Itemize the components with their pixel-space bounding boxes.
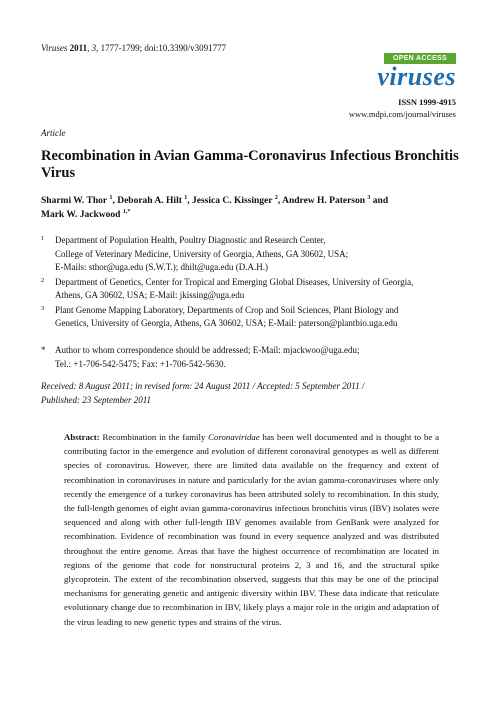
affiliation-item bbox=[41, 276, 461, 303]
author-affil-ref: 1 bbox=[109, 194, 113, 201]
author-name: Deborah A. Hilt bbox=[117, 196, 182, 206]
affiliation-line: College of Veterinary Medicine, University of Georgia, Athens, GA 30602, USA; bbox=[55, 248, 349, 259]
affiliation-line: E-Mails: sthor@uga.edu (S.W.T.); dhilt@uga.edu (D.A.H.) bbox=[55, 262, 269, 272]
open-access-badge: OPEN ACCESS bbox=[384, 53, 456, 64]
article-title: Recombination in Avian Gamma-Coronavirus Infectious Bronchitis Virus bbox=[41, 148, 459, 181]
abstract-text: Recombination in the family bbox=[99, 432, 209, 442]
article-type: Article bbox=[41, 128, 66, 138]
correspondence-line: Author to whom correspondence should be addressed; E-Mail: mjackwoo@uga.edu; bbox=[55, 345, 360, 355]
journal-logo: viruses bbox=[377, 62, 456, 91]
citation-line: Viruses 2011, 3, 1777-1799; doi:10.3390/v3091777 bbox=[41, 43, 227, 53]
volume: 3 bbox=[91, 43, 97, 53]
correspondence-star: * bbox=[41, 345, 46, 355]
abstract bbox=[64, 430, 439, 629]
affiliation-number: 2 bbox=[41, 276, 45, 284]
affiliation-number: 1 bbox=[41, 235, 45, 242]
author-separator: , bbox=[112, 196, 118, 206]
affiliation-line: Department of Population Health, Poultry Diagnostic and Research Center, bbox=[55, 235, 326, 245]
author-affil-ref: 1,* bbox=[122, 208, 131, 215]
pages-doi: , 1777-1799; doi:10.3390/v3091777 bbox=[96, 43, 227, 53]
correspondence-line: Tel.: +1-706-542-5475; Fax: +1-706-542-5630. bbox=[55, 359, 226, 369]
journal-website-link[interactable]: www.mdpi.com/journal/viruses bbox=[348, 109, 456, 119]
author-name: Sharmi W. Thor bbox=[41, 196, 108, 206]
author-name: Jessica C. Kissinger bbox=[192, 196, 273, 206]
author-separator: , bbox=[277, 196, 283, 206]
author-affil-ref: 2 bbox=[274, 194, 278, 201]
author-separator: , bbox=[187, 196, 192, 206]
correspondence-note bbox=[41, 343, 461, 371]
affiliation-line: Department of Genetics, Center for Tropical and Emerging Global Diseases, University of Georgia, bbox=[55, 276, 414, 287]
abstract-italic-term: Coronaviridae bbox=[208, 432, 260, 442]
affiliation-number: 3 bbox=[41, 304, 45, 312]
dates-line: Received: 8 August 2011; in revised form: 24 August 2011 / Accepted: 5 September 2011 / bbox=[41, 381, 365, 391]
abstract-label: Abstract: bbox=[64, 432, 100, 442]
affiliation-item bbox=[41, 234, 461, 275]
affiliations bbox=[41, 234, 461, 332]
affiliation-line: Athens, GA 30602, USA; E-Mail: jkissing@uga.edu bbox=[55, 290, 245, 300]
author-and: and bbox=[370, 196, 389, 206]
year: 2011 bbox=[69, 43, 88, 53]
dates-line: Published: 23 September 2011 bbox=[41, 395, 152, 405]
abstract-text: has been well documented and is thought to be a contributing factor in the emergence and evolution of different coronaviral genotypes as well as different species of coronavirus. However, there are limited data available on the frequency and extent of recombination in coronaviruses in nature and particularly for the avian gamma-coronaviruses where only recently the emergence of a turkey coronavirus has been attributed solely to recombination. In this study, the full-length genomes of eight avian gamma-coronavirus infectious bronchitis virus (IBV) isolates were sequenced and along with other full-length IBV genomes available from GenBank were analyzed for recombination. Evidence of recombination was found in every sequence analyzed and was distributed throughout the entire genome. Areas that have the highest occurrence of recombination are located in regions of the genome that code for nonstructural proteins 2, 3 and 16, and the structural spike glycoprotein. The extent of the recombination observed, suggests that this may be one of the principal mechanisms for generating genetic and antigenic diversity within IBV. These data indicate that reticulate evolutionary change due to recombination in IBV, likely plays a major role in the origin and adaptation of the virus leading to new genetic types and strains of the virus. bbox=[64, 432, 440, 627]
author-name: Mark W. Jackwood bbox=[41, 210, 121, 220]
author-affil-ref: 1 bbox=[184, 194, 188, 201]
affiliation-line: Genetics, University of Georgia, Athens, GA 30602, USA; E-Mail: paterson@plantbio.uga.edu bbox=[55, 318, 398, 328]
publication-dates bbox=[41, 379, 461, 407]
author-name: Andrew H. Paterson bbox=[282, 196, 366, 206]
affiliation-line: Plant Genome Mapping Laboratory, Departments of Crop and Soil Sciences, Plant Biology and bbox=[55, 304, 399, 315]
author-list bbox=[41, 194, 461, 222]
issn: ISSN 1999-4915 bbox=[398, 97, 456, 107]
affiliation-item bbox=[41, 304, 461, 331]
journal-name: Viruses bbox=[41, 43, 68, 53]
author-affil-ref: 3 bbox=[367, 194, 371, 201]
